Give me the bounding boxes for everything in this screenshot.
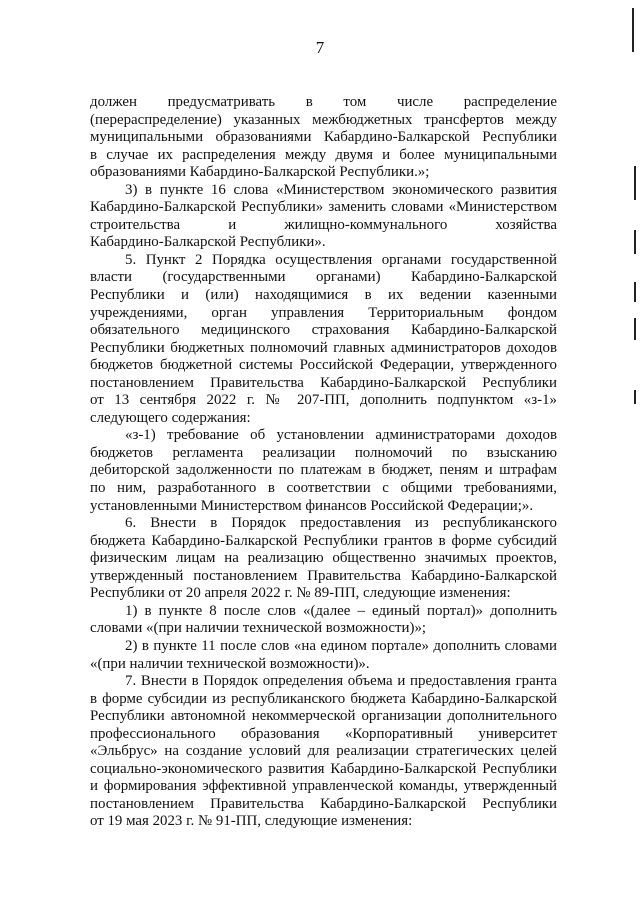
text-line: по ним, разработанного в соответствии с общими требованиями,	[90, 480, 557, 497]
text-line: Республики автономной некоммерческой организации дополнительного	[90, 708, 557, 725]
text-line: следующего содержания:	[90, 409, 251, 426]
text-line: 3) в пункте 16 слова «Министерством экономического развития	[125, 181, 557, 198]
paragraph-point-7	[90, 673, 557, 831]
text-line: (перераспределение) указанных межбюджетных трансфертов между	[90, 111, 557, 128]
text-line: постановлением Правительства Кабардино-Балкарской Республики	[90, 374, 557, 391]
text-line: 1) в пункте 8 после слов «(далее – единый портал)» дополнить	[125, 602, 557, 619]
text-line: «з-1) требование об установлении администраторами доходов	[125, 427, 557, 444]
page-number: 7	[315, 38, 325, 57]
text-line: установленными Министерством финансов Российской Федерации;».	[90, 497, 534, 514]
paragraph-item-2	[90, 638, 557, 673]
text-line: постановлением Правительства Кабардино-Балкарской Республики	[90, 795, 557, 812]
paragraph-item-1	[90, 603, 557, 638]
text-line: бюджета Кабардино-Балкарской Республики грантов в форме субсидий	[90, 532, 557, 549]
text-line: профессионального образования «Корпоративный университет	[90, 725, 557, 742]
text-line: муниципальными образованиями Кабардино-Балкарской Республики	[90, 129, 557, 146]
scan-margin-mark	[634, 318, 636, 340]
paragraph-point-5	[90, 252, 557, 427]
scan-margin-mark	[634, 390, 636, 404]
scan-margin-mark	[632, 8, 634, 52]
text-line: в случае их распределения между двумя и более муниципальными	[90, 146, 557, 163]
text-line: бюджетов бюджетной системы Российской Федерации, утвержденного	[90, 357, 557, 374]
text-line: 5. Пункт 2 Порядка осуществления органами государственной	[125, 251, 557, 268]
text-line: «Эльбрус» на создание условий для реализации стратегических целей	[90, 743, 557, 760]
text-line: 7. Внести в Порядок определения объема и предоставления гранта	[125, 673, 557, 690]
text-line: дебиторской задолженности по платежам в бюджет, пеням и штрафам	[90, 462, 557, 479]
text-line: физическим лицам на реализацию общественно значимых проектов,	[90, 550, 557, 567]
text-line: образованиями Кабардино-Балкарской Республики.»;	[90, 164, 430, 181]
text-line: Кабардино-Балкарской Республики».	[90, 234, 326, 251]
text-line: Республики и (или) находящимися в их ведении казенными	[90, 287, 557, 304]
text-line: утвержденный постановлением Правительства Кабардино-Балкарской	[90, 567, 557, 584]
text-line: учреждениями, орган управления Территориальным фондом	[90, 304, 557, 321]
text-line: бюджетов регламента реализации полномочий по взысканию	[90, 444, 557, 461]
paragraph-subitem-z1	[90, 427, 557, 515]
text-line: Кабардино-Балкарской Республики» заменить словами «Министерством	[90, 199, 557, 216]
text-line: от 13 сентября 2022 г. № 207-ПП, дополнить подпунктом «з-1»	[90, 392, 557, 409]
text-line: власти (государственными органами) Кабардино-Балкарской	[90, 269, 557, 286]
text-line: строительства и жилищно-коммунального хозяйства	[90, 216, 557, 233]
scan-margin-mark	[634, 282, 636, 302]
paragraph-continuation	[90, 94, 557, 182]
paragraph-point-6	[90, 515, 557, 603]
text-line: обязательного медицинского страхования Кабардино-Балкарской	[90, 322, 557, 339]
text-line: в форме субсидии из республиканского бюджета Кабардино-Балкарской	[90, 690, 557, 707]
text-line: «(при наличии технической возможности)».	[90, 655, 370, 672]
text-line: Республики от 20 апреля 2022 г. № 89-ПП, следующие изменения:	[90, 585, 511, 602]
document-body	[90, 94, 557, 831]
text-line: 2) в пункте 11 после слов «на едином портале» дополнить словами	[125, 637, 557, 654]
scan-margin-mark	[634, 230, 636, 254]
text-line: социально-экономического развития Кабардино-Балкарской Республики	[90, 760, 557, 777]
text-line: должен предусматривать в том числе распределение	[90, 94, 557, 110]
paragraph-item-3	[90, 182, 557, 252]
text-line: Республики бюджетных полномочий главных администраторов доходов	[90, 339, 557, 356]
text-line: словами «(при наличии технической возможности)»;	[90, 620, 427, 637]
text-line: от 19 мая 2023 г. № 91-ПП, следующие изменения:	[90, 813, 413, 830]
text-line: 6. Внести в Порядок предоставления из республиканского	[125, 515, 557, 532]
text-line: и формирования эффективной управленческой команды, утвержденный	[90, 778, 557, 795]
scan-margin-mark	[634, 166, 636, 200]
